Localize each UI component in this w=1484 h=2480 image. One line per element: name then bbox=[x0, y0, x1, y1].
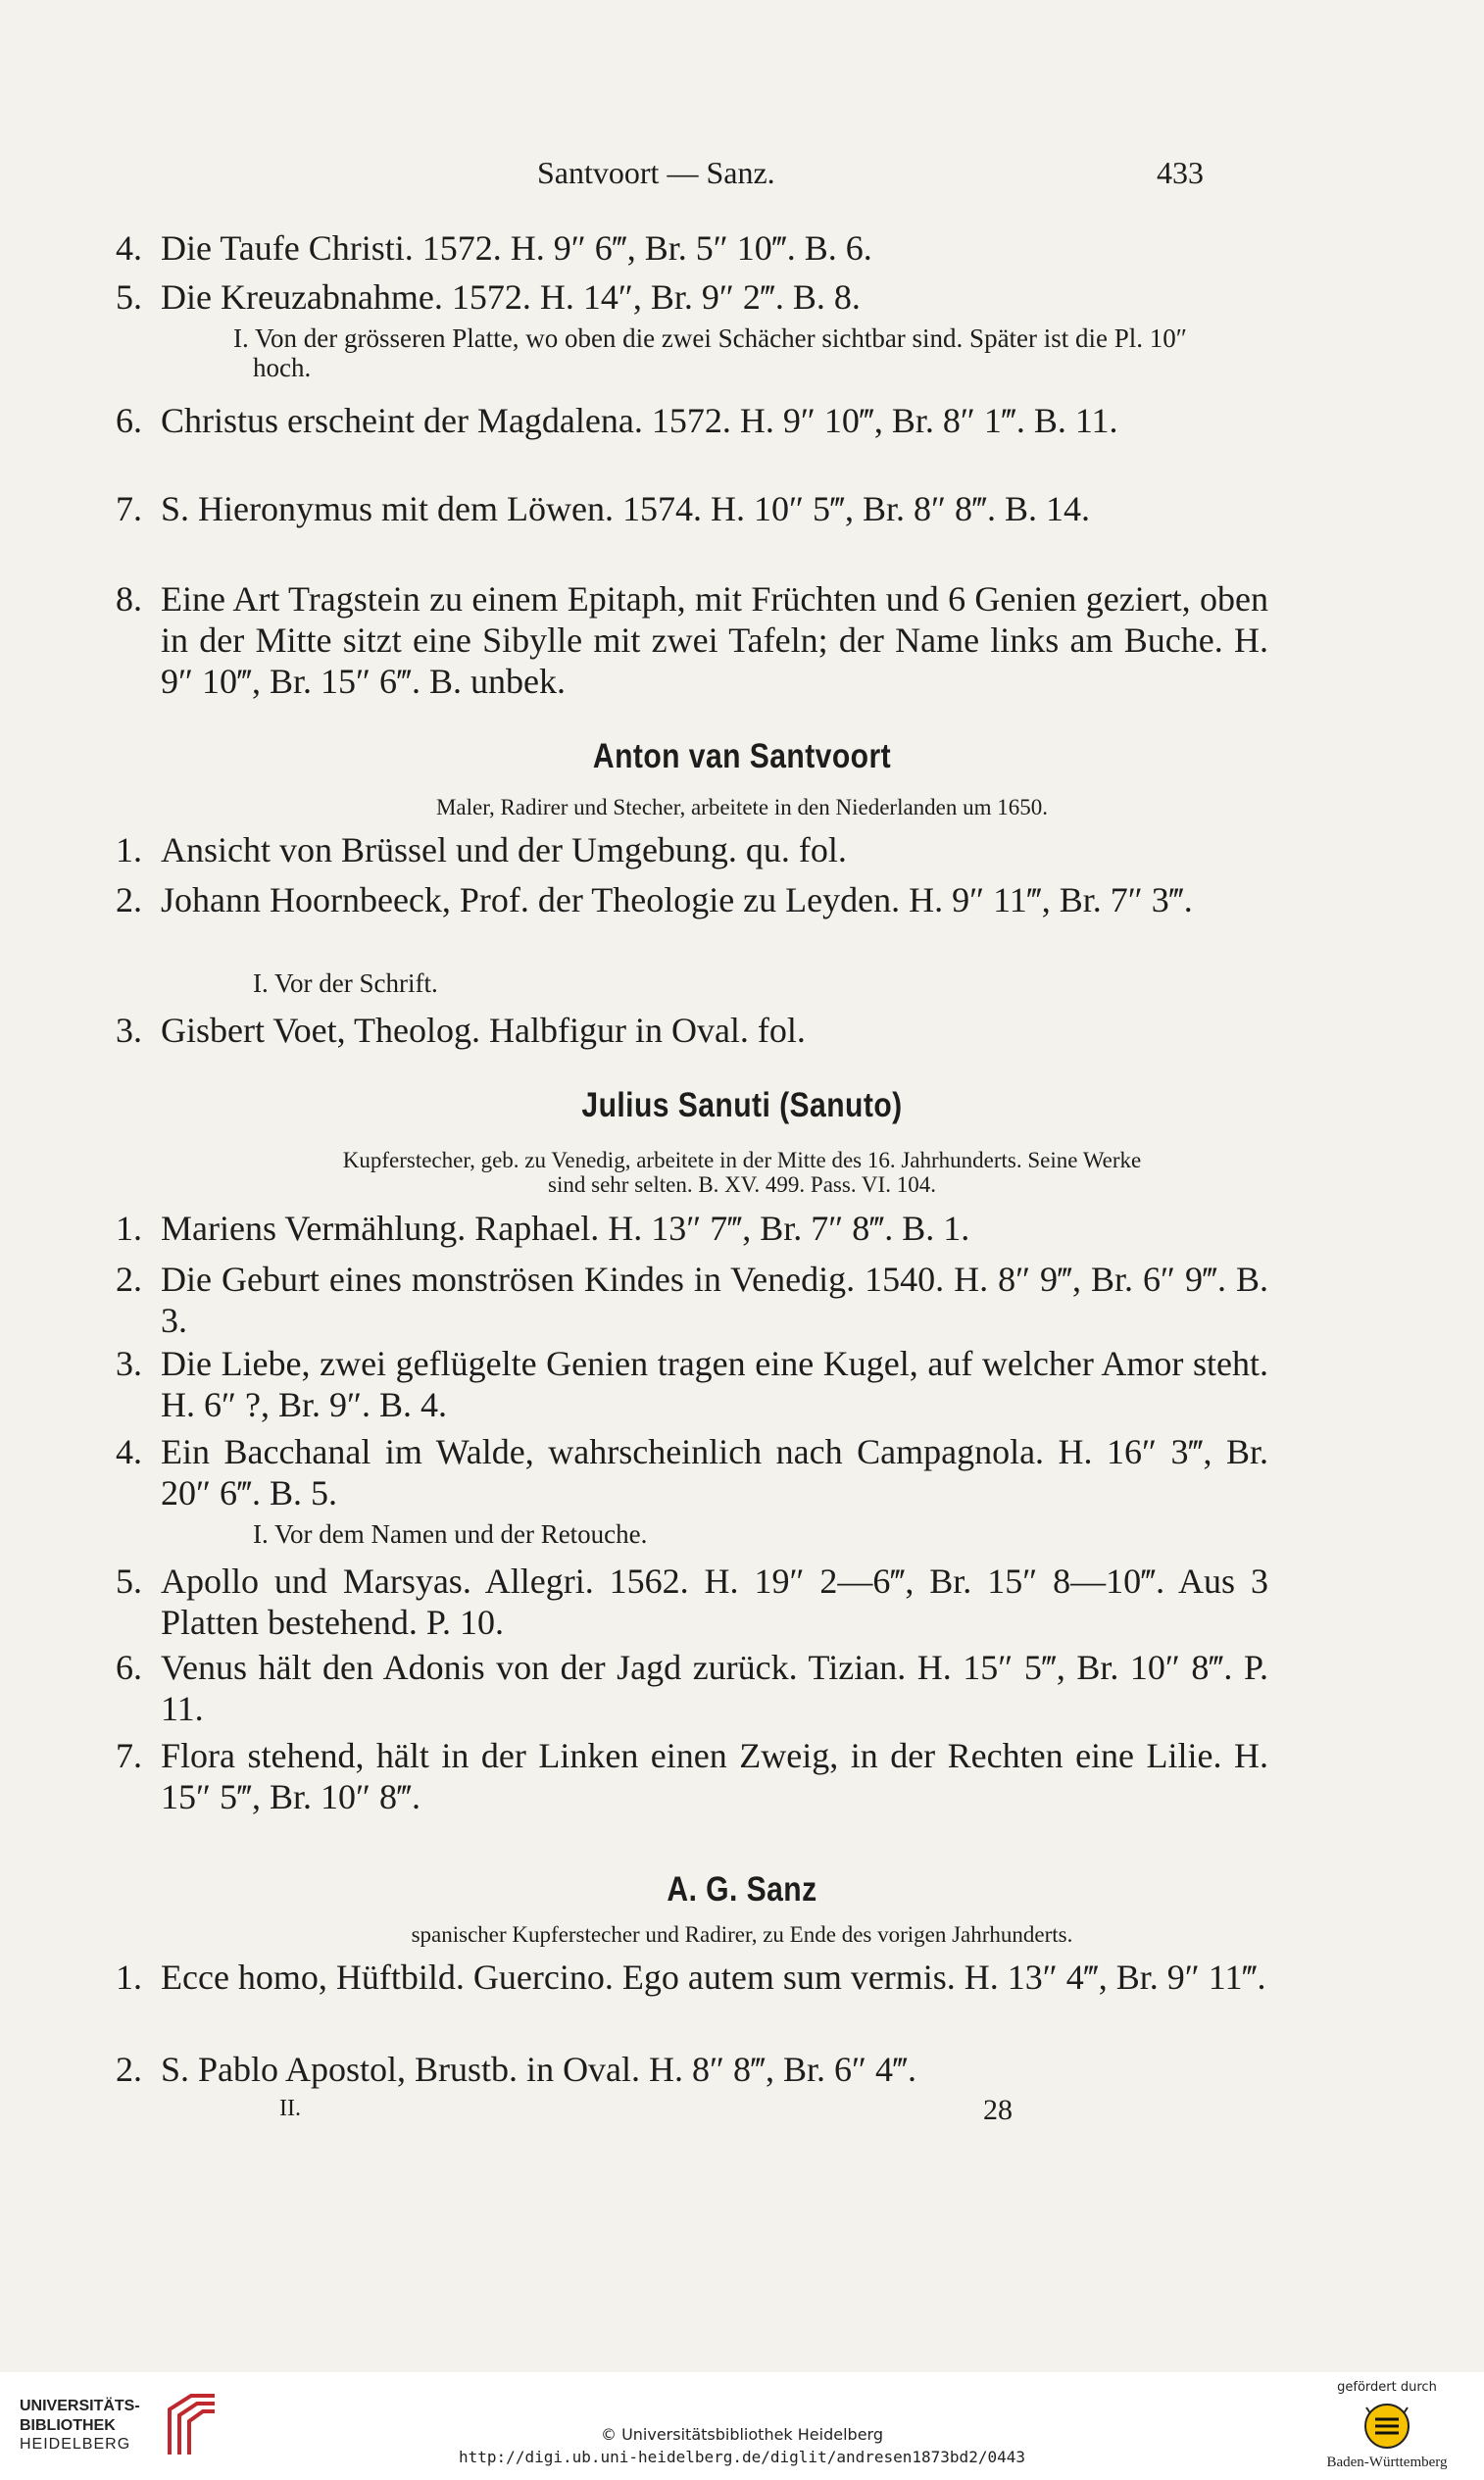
list-item: 4. Die Taufe Christi. 1572. H. 9″ 6‴, Br. 5″ 10‴. B. 6. bbox=[116, 228, 872, 268]
funder-logo[interactable] bbox=[1304, 2380, 1470, 2473]
list-item: 2. Die Geburt eines monströsen Kindes in Venedig. 1540. H. 8″ 9‴, Br. 6″ 9‴. B. 3. bbox=[116, 1260, 1268, 1340]
list-item: 7. Flora stehend, hält in der Linken einen Zweig, in der Rechten eine Lilie. H. 15″ 5‴, Br. 10″ 8‴. bbox=[116, 1736, 1268, 1816]
list-item: 2. S. Pablo Apostol, Brustb. in Oval. H. 8″ 8‴, Br. 6″ 4‴. bbox=[116, 2050, 917, 2089]
section-heading: Anton van Santvoort bbox=[592, 737, 892, 775]
section-heading: Julius Sanuti (Sanuto) bbox=[581, 1086, 903, 1124]
list-item: 1. Mariens Vermählung. Raphael. H. 13″ 7‴, Br. 7″ 8‴. B. 1. bbox=[116, 1209, 970, 1248]
section-subtitle: sind sehr selten. B. XV. 499. Pass. VI. 104. bbox=[548, 1172, 936, 1197]
state-note: I. Vor der Schrift. bbox=[253, 968, 438, 998]
coat-of-arms-icon bbox=[1362, 2402, 1411, 2451]
section-subtitle: Kupferstecher, geb. zu Venedig, arbeitete in der Mitte des 16. Jahrhunderts. Seine Werke bbox=[342, 1148, 1142, 1172]
sheet-number: 28 bbox=[983, 2094, 1013, 2126]
logo-text-line: UNIVERSITÄTS- bbox=[20, 2398, 140, 2414]
list-item: 2. Johann Hoornbeeck, Prof. der Theologie zu Leyden. H. 9″ 11‴, Br. 7″ 3‴. bbox=[116, 880, 1193, 919]
funded-label: gefördert durch bbox=[1337, 2380, 1437, 2395]
list-item: 3. Die Liebe, zwei geflügelte Genien tragen eine Kugel, auf welcher Amor steht. H. 6″ ?, Br. 9″. B. 4. bbox=[116, 1344, 1268, 1424]
list-item: 1. Ecce homo, Hüftbild. Guercino. Ego autem sum vermis. H. 13″ 4‴, Br. 9″ 11‴. bbox=[116, 1958, 1266, 1997]
copyright-notice: © Universitätsbibliothek Heidelberg bbox=[600, 2425, 883, 2444]
signature-mark: II. bbox=[279, 2096, 301, 2121]
permalink[interactable]: http://digi.ub.uni-heidelberg.de/diglit/andresen1873bd2/0443 bbox=[459, 2448, 1025, 2466]
funder-name: Baden-Württemberg bbox=[1326, 2455, 1448, 2470]
list-item: 6. Venus hält den Adonis von der Jagd zurück. Tizian. H. 15″ 5‴, Br. 10″ 8‴. P. 11. bbox=[116, 1648, 1268, 1728]
running-title: Santvoort — Sanz. bbox=[537, 155, 775, 190]
section-heading: A. G. Sanz bbox=[667, 1870, 817, 1909]
list-item: 7. S. Hieronymus mit dem Löwen. 1574. H. 10″ 5‴, Br. 8″ 8‴. B. 14. bbox=[116, 489, 1090, 528]
list-item: 1. Ansicht von Brüssel und der Umgebung. qu. fol. bbox=[116, 830, 847, 869]
list-item: 4. Ein Bacchanal im Walde, wahrscheinlich nach Campagnola. H. 16″ 3‴, Br. 20″ 6‴. B. 5. bbox=[116, 1432, 1268, 1513]
list-item: 3. Gisbert Voet, Theolog. Halbfigur in Oval. fol. bbox=[116, 1011, 806, 1050]
logo-text-line: BIBLIOTHEK bbox=[20, 2417, 116, 2434]
list-item: 5. Die Kreuzabnahme. 1572. H. 14″, Br. 9″ 2‴. B. 8. bbox=[116, 277, 861, 317]
list-item: 6. Christus erscheint der Magdalena. 1572. H. 9″ 10‴, Br. 8″ 1‴. B. 11. bbox=[116, 401, 1118, 440]
page-number: 433 bbox=[1157, 155, 1204, 190]
page-header bbox=[0, 155, 1484, 194]
state-note: I. Vor dem Namen und der Retouche. bbox=[253, 1519, 648, 1549]
state-note: I. Von der grösseren Platte, wo oben die zwei Schächer sichtbar sind. Später ist die Pl. 10″ hoch. bbox=[233, 323, 1188, 382]
list-item: 8. Eine Art Tragstein zu einem Epitaph, mit Früchten und 6 Genien geziert, oben in der Mitte sitzt eine Sibylle mit zwei Tafeln; der Name links am Buche. H. 9″ 10‴, Br. 15″ 6‴. B. unbek. bbox=[116, 579, 1268, 701]
section-subtitle: spanischer Kupferstecher und Radirer, zu Ende des vorigen Jahrhunderts. bbox=[411, 1922, 1073, 1947]
logo-text-line: HEIDELBERG bbox=[20, 2436, 131, 2453]
section-subtitle: Maler, Radirer und Stecher, arbeitete in den Niederlanden um 1650. bbox=[435, 795, 1049, 819]
list-item: 5. Apollo und Marsyas. Allegri. 1562. H. 19″ 2—6‴, Br. 15″ 8—10‴. Aus 3 Platten bestehend. P. 10. bbox=[116, 1562, 1268, 1642]
